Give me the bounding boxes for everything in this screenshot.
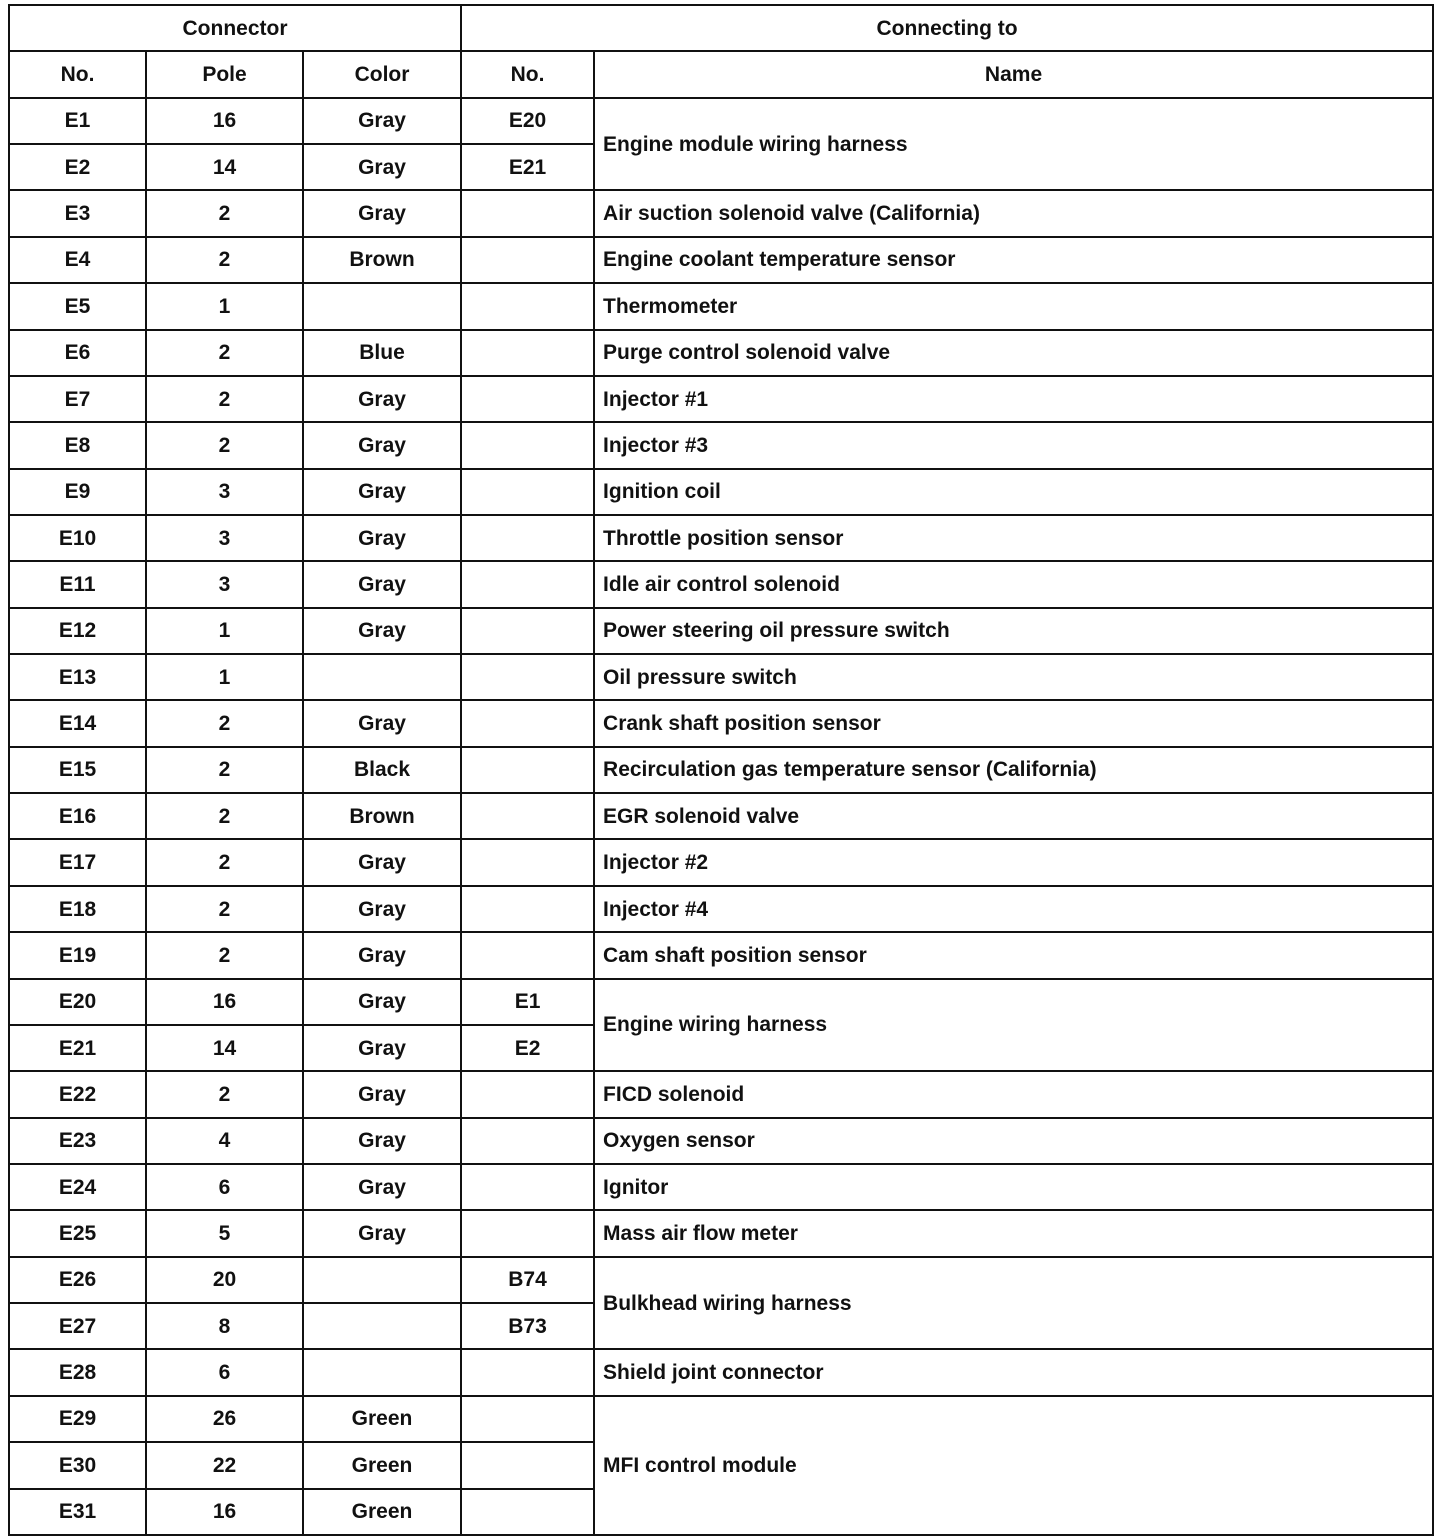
connecting-no-cell bbox=[461, 376, 594, 422]
connector-no-cell: E8 bbox=[9, 422, 146, 468]
connecting-no-cell bbox=[461, 932, 594, 978]
connector-no-cell: E18 bbox=[9, 886, 146, 932]
col-header-to-no: No. bbox=[461, 51, 594, 97]
pole-count-cell: 2 bbox=[146, 1071, 303, 1117]
connecting-no-cell bbox=[461, 793, 594, 839]
connecting-name-cell: Ignitor bbox=[594, 1164, 1433, 1210]
connecting-name-cell: Thermometer bbox=[594, 283, 1433, 329]
connecting-no-cell bbox=[461, 1118, 594, 1164]
pole-count-cell: 2 bbox=[146, 932, 303, 978]
pole-count-cell: 14 bbox=[146, 144, 303, 190]
connecting-no-cell: E2 bbox=[461, 1025, 594, 1071]
connector-no-cell: E14 bbox=[9, 700, 146, 746]
connector-group-header: Connector bbox=[9, 5, 461, 51]
connecting-no-cell bbox=[461, 608, 594, 654]
connecting-no-cell bbox=[461, 422, 594, 468]
connecting-no-cell bbox=[461, 1489, 594, 1535]
connecting-no-cell bbox=[461, 190, 594, 236]
connector-no-cell: E16 bbox=[9, 793, 146, 839]
table-row bbox=[9, 561, 1433, 607]
connecting-no-cell bbox=[461, 1071, 594, 1117]
connecting-no-cell bbox=[461, 1442, 594, 1488]
connecting-no-cell: E20 bbox=[461, 98, 594, 144]
table-row bbox=[9, 654, 1433, 700]
color-cell: Green bbox=[303, 1442, 461, 1488]
pole-count-cell: 1 bbox=[146, 654, 303, 700]
color-cell: Gray bbox=[303, 1164, 461, 1210]
table-row bbox=[9, 422, 1433, 468]
table-row bbox=[9, 469, 1433, 515]
color-cell: Gray bbox=[303, 979, 461, 1025]
pole-count-cell: 3 bbox=[146, 515, 303, 561]
color-cell: Gray bbox=[303, 190, 461, 236]
pole-count-cell: 4 bbox=[146, 1118, 303, 1164]
pole-count-cell: 2 bbox=[146, 237, 303, 283]
color-cell: Blue bbox=[303, 330, 461, 376]
table-row bbox=[9, 1349, 1433, 1395]
connector-no-cell: E9 bbox=[9, 469, 146, 515]
connecting-name-cell: FICD solenoid bbox=[594, 1071, 1433, 1117]
color-cell: Gray bbox=[303, 376, 461, 422]
connector-no-cell: E26 bbox=[9, 1257, 146, 1303]
connecting-name-cell: Oxygen sensor bbox=[594, 1118, 1433, 1164]
connecting-name-cell: Crank shaft position sensor bbox=[594, 700, 1433, 746]
table-row bbox=[9, 190, 1433, 236]
header-column-row bbox=[9, 51, 1433, 97]
color-cell: Gray bbox=[303, 886, 461, 932]
connecting-group-header: Connecting to bbox=[461, 5, 1433, 51]
pole-count-cell: 2 bbox=[146, 700, 303, 746]
pole-count-cell: 16 bbox=[146, 979, 303, 1025]
color-cell: Black bbox=[303, 747, 461, 793]
pole-count-cell: 2 bbox=[146, 886, 303, 932]
connecting-no-cell bbox=[461, 561, 594, 607]
pole-count-cell: 2 bbox=[146, 839, 303, 885]
connecting-no-cell bbox=[461, 886, 594, 932]
color-cell: Green bbox=[303, 1489, 461, 1535]
header-group-row bbox=[9, 5, 1433, 51]
connecting-name-cell: Power steering oil pressure switch bbox=[594, 608, 1433, 654]
connector-no-cell: E7 bbox=[9, 376, 146, 422]
connecting-name-cell: Engine coolant temperature sensor bbox=[594, 237, 1433, 283]
connecting-name-cell: Ignition coil bbox=[594, 469, 1433, 515]
pole-count-cell: 20 bbox=[146, 1257, 303, 1303]
connector-no-cell: E6 bbox=[9, 330, 146, 376]
pole-count-cell: 2 bbox=[146, 330, 303, 376]
connecting-no-cell bbox=[461, 283, 594, 329]
connecting-no-cell bbox=[461, 1396, 594, 1442]
connector-no-cell: E25 bbox=[9, 1210, 146, 1256]
pole-count-cell: 26 bbox=[146, 1396, 303, 1442]
connecting-name-cell: Oil pressure switch bbox=[594, 654, 1433, 700]
color-cell: Brown bbox=[303, 237, 461, 283]
connector-no-cell: E15 bbox=[9, 747, 146, 793]
connector-no-cell: E20 bbox=[9, 979, 146, 1025]
table-row bbox=[9, 1396, 1433, 1442]
connector-no-cell: E13 bbox=[9, 654, 146, 700]
color-cell: Gray bbox=[303, 1210, 461, 1256]
connecting-no-cell: E1 bbox=[461, 979, 594, 1025]
pole-count-cell: 14 bbox=[146, 1025, 303, 1071]
connector-no-cell: E29 bbox=[9, 1396, 146, 1442]
connector-no-cell: E23 bbox=[9, 1118, 146, 1164]
connector-no-cell: E4 bbox=[9, 237, 146, 283]
color-cell: Gray bbox=[303, 1071, 461, 1117]
connector-table bbox=[8, 4, 1434, 1536]
connector-no-cell: E27 bbox=[9, 1303, 146, 1349]
connecting-name-cell: Engine module wiring harness bbox=[594, 98, 1433, 191]
color-cell: Gray bbox=[303, 422, 461, 468]
pole-count-cell: 6 bbox=[146, 1164, 303, 1210]
color-cell: Green bbox=[303, 1396, 461, 1442]
connecting-no-cell bbox=[461, 469, 594, 515]
connecting-name-cell: Recirculation gas temperature sensor (California) bbox=[594, 747, 1433, 793]
table-row bbox=[9, 979, 1433, 1025]
connector-no-cell: E30 bbox=[9, 1442, 146, 1488]
table-row bbox=[9, 376, 1433, 422]
connecting-no-cell bbox=[461, 747, 594, 793]
connector-no-cell: E11 bbox=[9, 561, 146, 607]
color-cell bbox=[303, 283, 461, 329]
connecting-no-cell bbox=[461, 237, 594, 283]
connecting-name-cell: Engine wiring harness bbox=[594, 979, 1433, 1072]
pole-count-cell: 22 bbox=[146, 1442, 303, 1488]
pole-count-cell: 2 bbox=[146, 422, 303, 468]
pole-count-cell: 16 bbox=[146, 1489, 303, 1535]
pole-count-cell: 2 bbox=[146, 793, 303, 839]
connecting-name-cell: Air suction solenoid valve (California) bbox=[594, 190, 1433, 236]
pole-count-cell: 2 bbox=[146, 747, 303, 793]
color-cell: Gray bbox=[303, 608, 461, 654]
color-cell: Gray bbox=[303, 515, 461, 561]
color-cell: Gray bbox=[303, 144, 461, 190]
color-cell: Gray bbox=[303, 469, 461, 515]
connecting-name-cell: Bulkhead wiring harness bbox=[594, 1257, 1433, 1350]
connecting-no-cell bbox=[461, 1164, 594, 1210]
pole-count-cell: 3 bbox=[146, 469, 303, 515]
connecting-name-cell: Throttle position sensor bbox=[594, 515, 1433, 561]
connecting-no-cell bbox=[461, 515, 594, 561]
color-cell: Brown bbox=[303, 793, 461, 839]
connecting-no-cell bbox=[461, 330, 594, 376]
connecting-name-cell: Shield joint connector bbox=[594, 1349, 1433, 1395]
pole-count-cell: 1 bbox=[146, 608, 303, 654]
color-cell: Gray bbox=[303, 839, 461, 885]
connecting-name-cell: Injector #1 bbox=[594, 376, 1433, 422]
connector-no-cell: E24 bbox=[9, 1164, 146, 1210]
connecting-no-cell bbox=[461, 1210, 594, 1256]
color-cell: Gray bbox=[303, 561, 461, 607]
connecting-no-cell: B73 bbox=[461, 1303, 594, 1349]
col-header-no: No. bbox=[9, 51, 146, 97]
connecting-name-cell: Cam shaft position sensor bbox=[594, 932, 1433, 978]
table-row bbox=[9, 932, 1433, 978]
color-cell bbox=[303, 654, 461, 700]
connector-no-cell: E1 bbox=[9, 98, 146, 144]
connecting-no-cell bbox=[461, 654, 594, 700]
table-row bbox=[9, 608, 1433, 654]
connector-no-cell: E19 bbox=[9, 932, 146, 978]
table-row bbox=[9, 515, 1433, 561]
table-body bbox=[9, 98, 1433, 1535]
connector-no-cell: E31 bbox=[9, 1489, 146, 1535]
col-header-pole: Pole bbox=[146, 51, 303, 97]
connecting-name-cell: Injector #4 bbox=[594, 886, 1433, 932]
connecting-name-cell: Mass air flow meter bbox=[594, 1210, 1433, 1256]
table-row bbox=[9, 1257, 1433, 1303]
table-row bbox=[9, 330, 1433, 376]
table-row bbox=[9, 839, 1433, 885]
connecting-no-cell bbox=[461, 700, 594, 746]
connector-no-cell: E17 bbox=[9, 839, 146, 885]
table-row bbox=[9, 700, 1433, 746]
connector-no-cell: E12 bbox=[9, 608, 146, 654]
connecting-name-cell: Injector #3 bbox=[594, 422, 1433, 468]
table-row bbox=[9, 1118, 1433, 1164]
color-cell bbox=[303, 1257, 461, 1303]
table-row bbox=[9, 1071, 1433, 1117]
col-header-color: Color bbox=[303, 51, 461, 97]
connector-no-cell: E3 bbox=[9, 190, 146, 236]
pole-count-cell: 1 bbox=[146, 283, 303, 329]
color-cell: Gray bbox=[303, 932, 461, 978]
connecting-name-cell: MFI control module bbox=[594, 1396, 1433, 1535]
pole-count-cell: 16 bbox=[146, 98, 303, 144]
table-row bbox=[9, 1210, 1433, 1256]
connecting-name-cell: EGR solenoid valve bbox=[594, 793, 1433, 839]
connecting-no-cell: B74 bbox=[461, 1257, 594, 1303]
connecting-name-cell: Injector #2 bbox=[594, 839, 1433, 885]
connector-no-cell: E2 bbox=[9, 144, 146, 190]
color-cell: Gray bbox=[303, 700, 461, 746]
table-header bbox=[9, 5, 1433, 98]
table-row bbox=[9, 1164, 1433, 1210]
connector-no-cell: E5 bbox=[9, 283, 146, 329]
table-row bbox=[9, 886, 1433, 932]
color-cell bbox=[303, 1303, 461, 1349]
connecting-no-cell bbox=[461, 1349, 594, 1395]
color-cell: Gray bbox=[303, 1118, 461, 1164]
connector-no-cell: E22 bbox=[9, 1071, 146, 1117]
col-header-name: Name bbox=[594, 51, 1433, 97]
connecting-no-cell bbox=[461, 839, 594, 885]
table-row bbox=[9, 283, 1433, 329]
connecting-name-cell: Purge control solenoid valve bbox=[594, 330, 1433, 376]
pole-count-cell: 8 bbox=[146, 1303, 303, 1349]
table-row bbox=[9, 237, 1433, 283]
table-row bbox=[9, 98, 1433, 144]
color-cell: Gray bbox=[303, 98, 461, 144]
connector-no-cell: E28 bbox=[9, 1349, 146, 1395]
connecting-no-cell: E21 bbox=[461, 144, 594, 190]
connecting-name-cell: Idle air control solenoid bbox=[594, 561, 1433, 607]
pole-count-cell: 6 bbox=[146, 1349, 303, 1395]
pole-count-cell: 5 bbox=[146, 1210, 303, 1256]
pole-count-cell: 2 bbox=[146, 376, 303, 422]
pole-count-cell: 3 bbox=[146, 561, 303, 607]
color-cell: Gray bbox=[303, 1025, 461, 1071]
table-row bbox=[9, 793, 1433, 839]
connector-no-cell: E21 bbox=[9, 1025, 146, 1071]
connector-no-cell: E10 bbox=[9, 515, 146, 561]
pole-count-cell: 2 bbox=[146, 190, 303, 236]
table-row bbox=[9, 747, 1433, 793]
color-cell bbox=[303, 1349, 461, 1395]
